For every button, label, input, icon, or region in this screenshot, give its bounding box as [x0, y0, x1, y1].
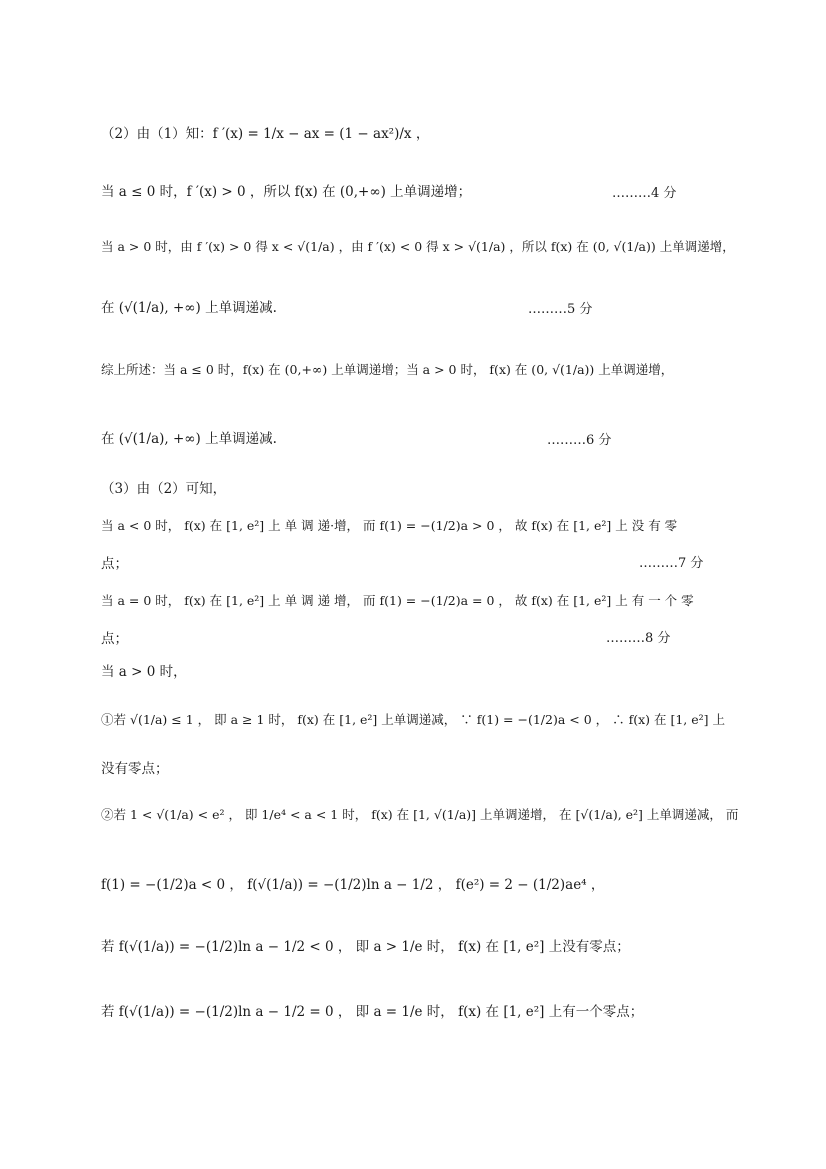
line-4: 在 (√(1/a), +∞) 上单调递减.: [101, 300, 277, 316]
line-7: （3）由（2）可知，: [101, 481, 227, 497]
line-13: ①若 √(1/a) ≤ 1 ， 即 a ≥ 1 时， f(x) 在 [1, e²] 上单调递减， ∵ f(1) = −(1/2)a < 0 ， ∴ f(x) 在 [1, e²] 上: [101, 712, 725, 727]
line-14: 没有零点；: [101, 761, 169, 777]
line-1: （2）由（1）知：f ′(x) = 1/x − ax = (1 − ax²)/x ，: [101, 126, 430, 142]
line-2: 当 a ≤ 0 时，f ′(x) > 0 ，所以 f(x) 在 (0,+∞) 上单调递增；: [101, 184, 472, 200]
score-4: ………4 分: [612, 186, 677, 201]
line-18: 若 f(√(1/a)) = −(1/2)ln a − 1/2 = 0 ， 即 a = 1/e 时， f(x) 在 [1, e²] 上有一个零点；: [101, 1004, 644, 1020]
line-17: 若 f(√(1/a)) = −(1/2)ln a − 1/2 < 0 ， 即 a > 1/e 时， f(x) 在 [1, e²] 上没有零点；: [101, 939, 630, 955]
line-6: 在 (√(1/a), +∞) 上单调递减.: [101, 431, 277, 447]
line-5: 综上所述：当 a ≤ 0 时，f(x) 在 (0,+∞) 上单调递增；当 a > 0 时， f(x) 在 (0, √(1/a)) 上单调递增，: [101, 362, 674, 377]
score-7: ………7 分: [639, 556, 704, 571]
line-8: 当 a < 0 时， f(x) 在 [1, e²] 上 单 调 递·增， 而 f(1) = −(1/2)a > 0 ， 故 f(x) 在 [1, e²] 上 没 有 零: [101, 518, 678, 533]
line-15: ②若 1 < √(1/a) < e² ， 即 1/e⁴ < a < 1 时， f(x) 在 [1, √(1/a)] 上单调递增， 在 [√(1/a), e²] 上单调递减， 而: [101, 807, 739, 822]
score-6: ………6 分: [547, 433, 612, 448]
score-5: ………5 分: [528, 302, 593, 317]
line-12: 当 a > 0 时，: [101, 664, 187, 680]
line-10: 当 a = 0 时， f(x) 在 [1, e²] 上 单 调 递 增， 而 f(1) = −(1/2)a = 0 ， 故 f(x) 在 [1, e²] 上 有 一 个 零: [101, 593, 694, 608]
line-16: f(1) = −(1/2)a < 0 ， f(√(1/a)) = −(1/2)ln a − 1/2 ， f(e²) = 2 − (1/2)ae⁴ ，: [101, 877, 605, 893]
score-8: ………8 分: [606, 631, 671, 646]
line-11: 点；: [101, 631, 128, 647]
line-9: 点；: [101, 556, 128, 572]
line-3: 当 a > 0 时，由 f ′(x) > 0 得 x < √(1/a) ，由 f ′(x) < 0 得 x > √(1/a) ，所以 f(x) 在 (0, √(1/a)) 上单调递增，: [101, 239, 735, 254]
